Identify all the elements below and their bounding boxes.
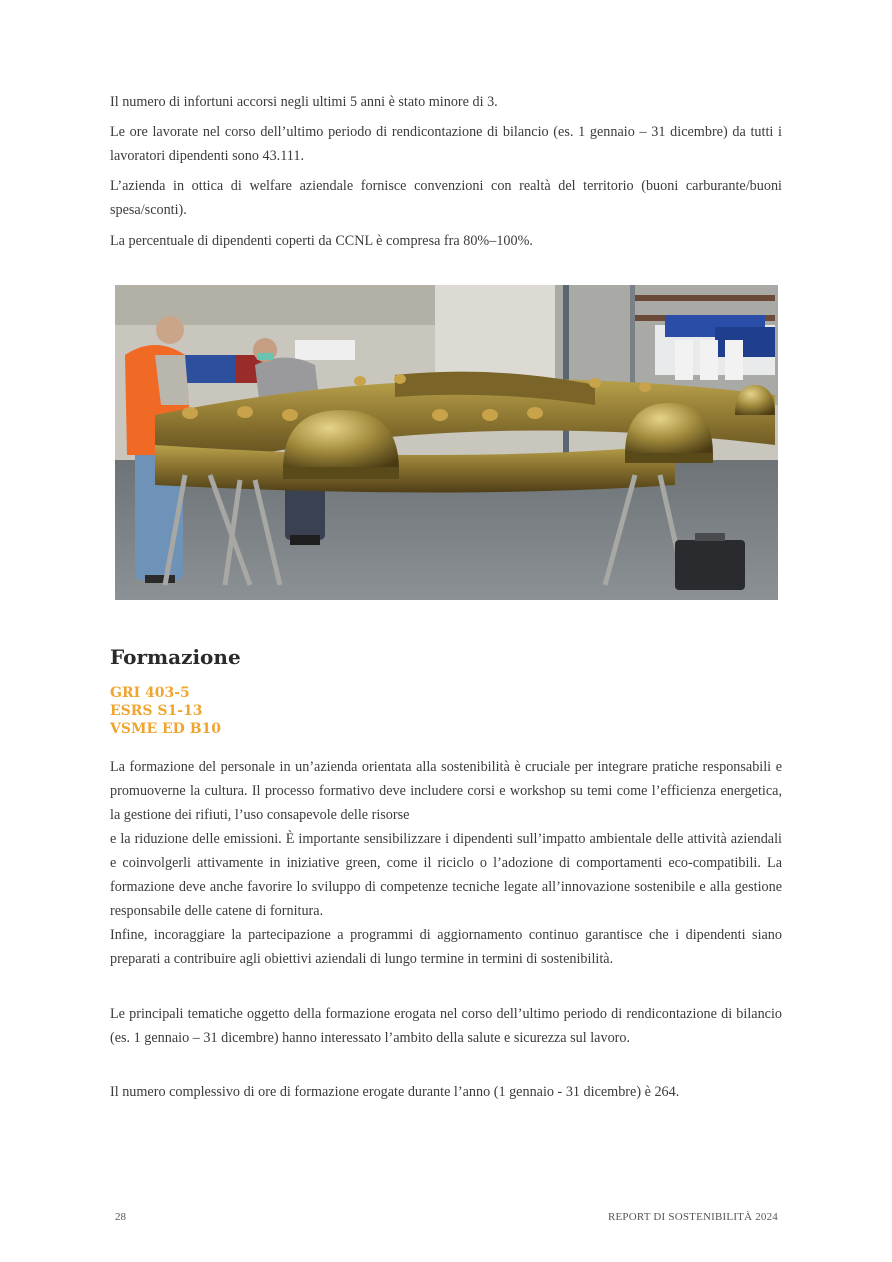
intro-paragraph-ccnl: La percentuale di dipendenti coperti da CCNL è compresa fra 80%–100%. bbox=[110, 233, 533, 249]
intro-paragraph-hours: Le ore lavorate nel corso dell’ultimo periodo di rendicontazione di bilancio (es. 1 gennaio – 31 dicembre) da tutti i lavoratori dipendenti sono 43.111. bbox=[110, 124, 782, 164]
intro-paragraph-injuries: Il numero di infortuni accorsi negli ultimi 5 anni è stato minore di 3. bbox=[110, 94, 498, 110]
formazione-paragraph-awareness: e la riduzione delle emissioni. È importante sensibilizzare i dipendenti sull’impatto ambientale delle attività aziendali e coinvolgerli attivamente in iniziative green, come il riciclo o l’adozione di comportamenti eco-compatibili. La formazione deve anche favorire lo sviluppo di competenze tecniche legate all’innovazione sostenibile e alla gestione responsabile delle catene di fornitura. bbox=[110, 831, 782, 919]
section-title: Formazione bbox=[110, 645, 241, 669]
page-number: 28 bbox=[115, 1211, 126, 1223]
formazione-paragraph-topics: Le principali tematiche oggetto della formazione erogata nel corso dell’ultimo periodo di rendicontazione di bilancio (es. 1 gennaio – 31 dicembre) hanno interessato l’ambito della salute e sicurezza sul lavoro. bbox=[110, 1006, 782, 1046]
formazione-paragraph-intro: La formazione del personale in un’azienda orientata alla sostenibilità è cruciale per integrare pratiche responsabili e promuoverne la cultura. Il processo formativo deve includere corsi e workshop su temi come l’efficienza energetica, la gestione dei rifiuti, l’uso consapevole delle risorse bbox=[110, 759, 782, 823]
formazione-paragraph-update: Infine, incoraggiare la partecipazione a programmi di aggiornamento continuo garantisce che i dipendenti siano preparati a contribuire agli obiettivi aziendali di lungo termine in termini di sostenibilità. bbox=[110, 927, 782, 967]
code-esrs: ESRS S1-13 bbox=[110, 703, 203, 719]
formazione-paragraph-hours: Il numero complessivo di ore di formazione erogate durante l’anno (1 gennaio - 31 dicembre) è 264. bbox=[110, 1084, 680, 1100]
standard-codes bbox=[110, 684, 221, 738]
code-gri: GRI 403-5 bbox=[110, 685, 190, 701]
workshop-illustration bbox=[115, 285, 778, 600]
intro-paragraph-welfare: L’azienda in ottica di welfare aziendale fornisce convenzioni con realtà del territorio (buoni carburante/buoni spesa/sconti). bbox=[110, 178, 782, 218]
code-vsme: VSME ED B10 bbox=[110, 721, 222, 737]
report-title: REPORT DI SOSTENIBILITÀ 2024 bbox=[607, 1211, 778, 1223]
workshop-photo bbox=[115, 285, 778, 600]
